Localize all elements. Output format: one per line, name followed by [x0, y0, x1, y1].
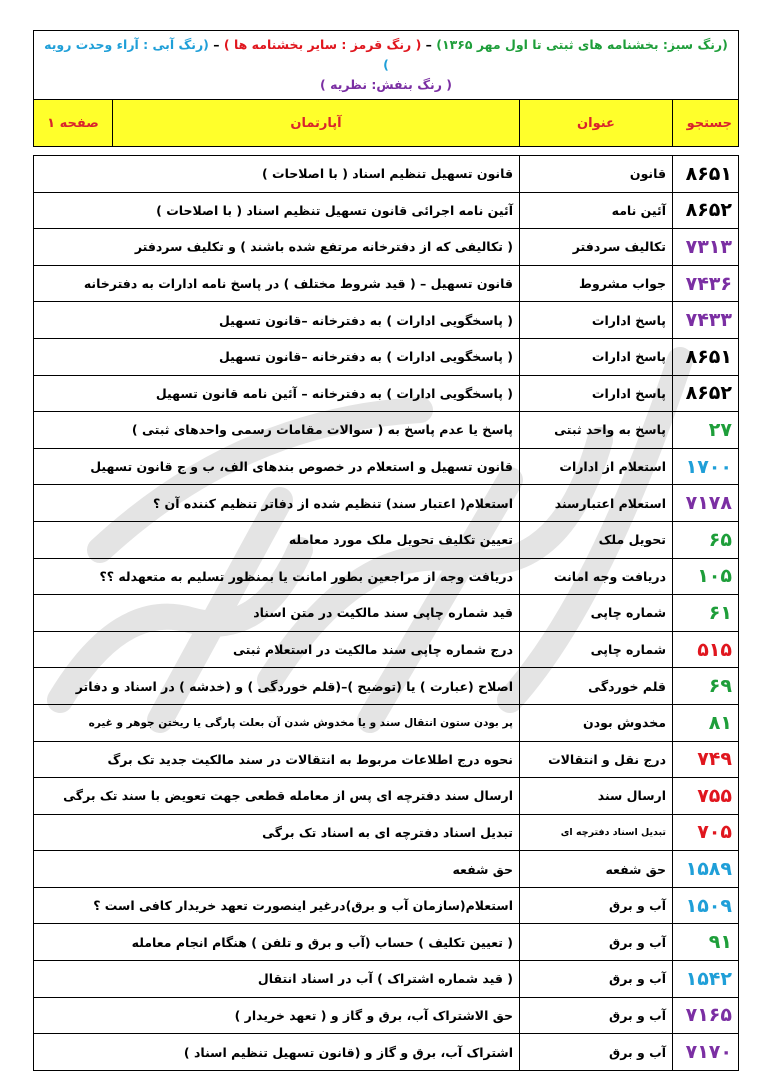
row-description: اشتراک آب، برق و گاز و (قانون تسهیل تنظیم اسناد ): [34, 1034, 520, 1071]
row-title: آب و برق: [520, 887, 673, 924]
row-title: جواب مشروط: [520, 265, 673, 302]
table-body: [34, 156, 739, 1071]
row-description: تعیین تکلیف تحویل ملک مورد معامله: [34, 521, 520, 558]
row-description: حق شفعه: [34, 851, 520, 888]
row-title: دریافت وجه امانت: [520, 558, 673, 595]
row-circular-number: ۱۷۰۰: [673, 448, 739, 485]
circulars-table: [33, 30, 739, 1071]
row-description: تبدیل اسناد دفترچه ای به اسناد تک برگی: [34, 814, 520, 851]
row-description: درج شماره چاپی سند مالکیت در استعلام ثبتی: [34, 631, 520, 668]
header-page: صفحه ۱: [34, 100, 113, 147]
document-page: [33, 30, 738, 1071]
table-row: [34, 668, 739, 705]
row-description: حق الاشتراک آب، برق و گاز و ( تعهد خریدار ): [34, 997, 520, 1034]
row-title: آب و برق: [520, 997, 673, 1034]
header-gap: [34, 147, 739, 156]
row-description: پاسخ یا عدم پاسخ به ( سوالات مقامات رسمی واحدهای ثبتی ): [34, 412, 520, 449]
row-title: حق شفعه: [520, 851, 673, 888]
row-circular-number: ۸۶۵۲: [673, 192, 739, 229]
table-row: [34, 778, 739, 815]
row-description: ارسال سند دفترچه ای پس از معامله قطعی جهت تعویض با سند تک برگی: [34, 778, 520, 815]
row-circular-number: ۱۵۸۹: [673, 851, 739, 888]
row-title: تبدیل اسناد دفترچه ای: [520, 814, 673, 851]
row-circular-number: ۷۴۳۳: [673, 302, 739, 339]
table-header-row: [34, 100, 739, 147]
table-row: [34, 814, 739, 851]
row-title: شماره چاپی: [520, 631, 673, 668]
row-description: آئین نامه اجرائی قانون تسهیل تنظیم اسناد ( با اصلاحات ): [34, 192, 520, 229]
row-description: قانون تسهیل تنظیم اسناد ( با اصلاحات ): [34, 156, 520, 193]
row-description: ( پاسخگویی ادارات ) به دفترخانه –قانون تسهیل: [34, 338, 520, 375]
color-legend: [34, 31, 739, 100]
row-description: استعلام( اعتبار سند) تنظیم شده از دفاتر تنظیم کننده آن ؟: [34, 485, 520, 522]
row-circular-number: ۲۷: [673, 412, 739, 449]
row-description: ( قید شماره اشتراک ) آب در اسناد انتقال: [34, 961, 520, 998]
row-title: آب و برق: [520, 961, 673, 998]
table-row: [34, 192, 739, 229]
row-circular-number: ۸۶۵۲: [673, 375, 739, 412]
row-description: ( تعیین تکلیف ) حساب (آب و برق و تلفن ) هنگام انجام معامله: [34, 924, 520, 961]
row-title: پاسخ ادارات: [520, 338, 673, 375]
row-circular-number: ۷۴۳۶: [673, 265, 739, 302]
row-circular-number: ۶۹: [673, 668, 739, 705]
row-circular-number: ۷۴۹: [673, 741, 739, 778]
legend-separator: –: [421, 37, 437, 52]
row-description: دریافت وجه از مراجعین بطور امانت یا بمنظور تسلیم به متعهدله ؟؟: [34, 558, 520, 595]
legend-blue: (رنگ آبی : آراء وحدت رویه ): [44, 37, 389, 72]
header-apartment: آپارتمان: [113, 100, 520, 147]
row-title: پاسخ به واحد ثبتی: [520, 412, 673, 449]
row-description: ( پاسخگویی ادارات ) به دفترخانه –قانون تسهیل: [34, 302, 520, 339]
row-title: پاسخ ادارات: [520, 302, 673, 339]
header-title: عنوان: [520, 100, 673, 147]
row-title: قلم خوردگی: [520, 668, 673, 705]
row-circular-number: ۶۱: [673, 595, 739, 632]
row-title: شماره چاپی: [520, 595, 673, 632]
table-row: [34, 631, 739, 668]
row-title: استعلام از ادارات: [520, 448, 673, 485]
table-row: [34, 1034, 739, 1071]
legend-purple: ( رنگ بنفش: نظریه ): [320, 77, 452, 92]
table-row: [34, 887, 739, 924]
row-title: استعلام اعتبارسند: [520, 485, 673, 522]
row-title: مخدوش بودن: [520, 704, 673, 741]
table-row: [34, 997, 739, 1034]
table-row: [34, 265, 739, 302]
table-row: [34, 338, 739, 375]
row-title: درج نقل و انتقالات: [520, 741, 673, 778]
color-legend-row: [34, 31, 739, 100]
table-row: [34, 448, 739, 485]
row-title: قانون: [520, 156, 673, 193]
legend-green: (رنگ سبز: بخشنامه های ثبتی تا اول مهر ۱۳۶۵): [436, 37, 728, 52]
table-row: [34, 412, 739, 449]
table-row: [34, 156, 739, 193]
legend-red: ( رنگ قرمز : سایر بخشنامه ها ): [223, 37, 422, 52]
row-circular-number: ۷۱۷۰: [673, 1034, 739, 1071]
table-row: [34, 851, 739, 888]
row-circular-number: ۷۳۱۳: [673, 229, 739, 266]
row-circular-number: ۱۰۵: [673, 558, 739, 595]
row-circular-number: ۶۵: [673, 521, 739, 558]
header-search: جستجو: [673, 100, 739, 147]
row-title: آب و برق: [520, 1034, 673, 1071]
row-circular-number: ۵۱۵: [673, 631, 739, 668]
row-description: نحوه درج اطلاعات مربوط به انتقالات در سند مالکیت جدید تک برگ: [34, 741, 520, 778]
row-circular-number: ۱۵۰۹: [673, 887, 739, 924]
row-title: تکالیف سردفتر: [520, 229, 673, 266]
row-description: ( پاسخگویی ادارات ) به دفترخانه – آئین نامه قانون تسهیل: [34, 375, 520, 412]
table-row: [34, 375, 739, 412]
row-circular-number: ۹۱: [673, 924, 739, 961]
table-row: [34, 924, 739, 961]
row-title: آئین نامه: [520, 192, 673, 229]
row-description: استعلام(سازمان آب و برق)درغیر اینصورت تعهد خریدار کافی است ؟: [34, 887, 520, 924]
row-description: قید شماره چاپی سند مالکیت در متن اسناد: [34, 595, 520, 632]
table-row: [34, 595, 739, 632]
row-description: پر بودن ستون انتقال سند و یا مخدوش شدن آن بعلت پارگی یا ریختن جوهر و غیره: [34, 704, 520, 741]
row-description: قانون تسهیل و استعلام در خصوص بندهای الف، ب و ج قانون تسهیل: [34, 448, 520, 485]
table-row: [34, 558, 739, 595]
row-circular-number: ۸۶۵۱: [673, 156, 739, 193]
row-circular-number: ۷۱۶۵: [673, 997, 739, 1034]
row-description: قانون تسهیل – ( قید شروط مختلف ) در پاسخ نامه ادارات به دفترخانه: [34, 265, 520, 302]
table-row: [34, 704, 739, 741]
row-title: آب و برق: [520, 924, 673, 961]
table-row: [34, 961, 739, 998]
row-description: ( تکالیفی که از دفترخانه مرتفع شده باشند ) و تکلیف سردفتر: [34, 229, 520, 266]
row-circular-number: ۱۵۴۲: [673, 961, 739, 998]
row-title: تحویل ملک: [520, 521, 673, 558]
row-title: پاسخ ادارات: [520, 375, 673, 412]
row-circular-number: ۷۱۷۸: [673, 485, 739, 522]
legend-separator: –: [208, 37, 224, 52]
table-row: [34, 741, 739, 778]
row-circular-number: ۸۶۵۱: [673, 338, 739, 375]
table-row: [34, 521, 739, 558]
table-row: [34, 302, 739, 339]
row-circular-number: ۸۱: [673, 704, 739, 741]
table-row: [34, 485, 739, 522]
table-row: [34, 229, 739, 266]
row-circular-number: ۷۰۵: [673, 814, 739, 851]
row-description: اصلاح (عبارت ) یا (توضیح )–(قلم خوردگی ) و (خدشه ) در اسناد و دفاتر: [34, 668, 520, 705]
row-title: ارسال سند: [520, 778, 673, 815]
row-circular-number: ۷۵۵: [673, 778, 739, 815]
